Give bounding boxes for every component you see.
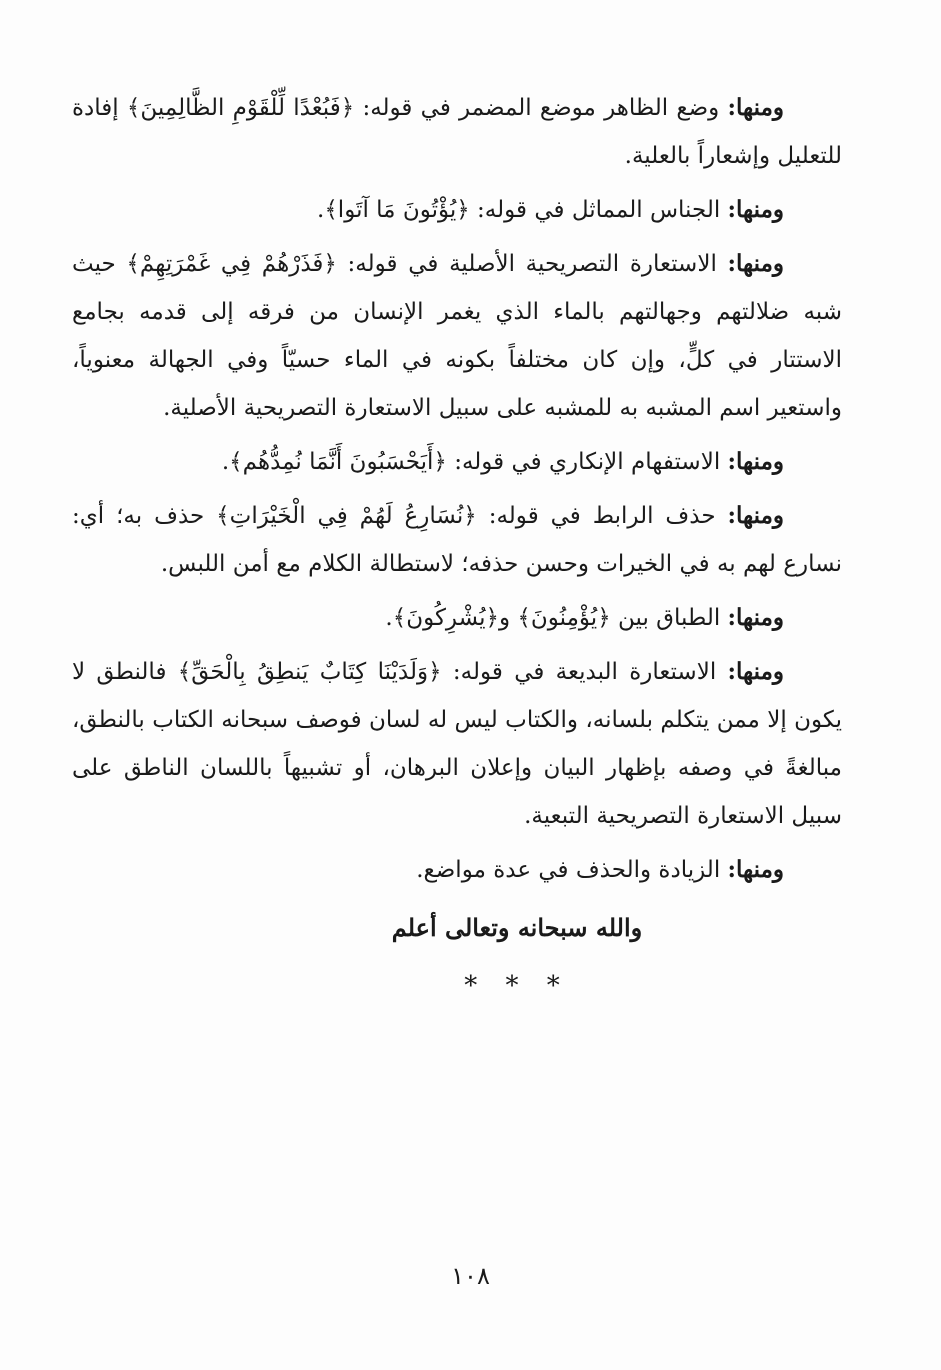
paragraph-text: الاستفهام الإنكاري في قوله: ﴿أَيَحْسَبُونَ أَنَّمَا نُمِدُّهُم﴾. [221,449,728,475]
paragraph-lead: ومنها: [727,502,784,529]
paragraph-lead: ومنها: [727,604,784,631]
paragraph [72,240,842,432]
paragraph-text: الاستعارة التصريحية الأصلية في قوله: ﴿فَذَرْهُمْ فِي غَمْرَتِهِمْ﴾ حيث شبه ضلالتهم وجهالتهم بالماء الذي يغمر الإنسان من فرقه إلى قدمه بجامع الاستتار في كلٍّ، وإن كان مختلفاً بكونه في الماء حسيّاً وفي الجهالة معنوياً، واستعير اسم المشبه به للمشبه على سبيل الاستعارة التصريحية الأصلية. [72,251,842,421]
paragraph-text: وضع الظاهر موضع المضمر في قوله: ﴿فَبُعْدًا لِّلْقَوْمِ الظَّالِمِينَ﴾ إفادة للتعليل وإشعاراً بالعلية. [72,95,842,169]
paragraph-text: الجناس المماثل في قوله: ﴿يُؤْتُونَ مَا آتَوا﴾. [317,197,728,223]
paragraph [72,186,842,234]
paragraph-text: الزيادة والحذف في عدة مواضع. [416,857,728,883]
paragraph [72,438,842,486]
paragraph-lead: ومنها: [727,658,784,685]
closing-line: والله سبحانه وتعالى أعلم [391,913,643,942]
page-number: ١٠٨ [451,1262,490,1290]
paragraph-text: الاستعارة البديعة في قوله: ﴿وَلَدَيْنَا كِتَابٌ يَنطِقُ بِالْحَقِّ﴾ فالنطق لا يكون إلا ممن يتكلم بلسانه، والكتاب ليس له لسان فوصف سبحانه الكتاب بالنطق، مبالغةً في وصفه بإظهار البيان وإعلان البرهان، أو تشبيهاً باللسان الناطق على سبيل الاستعارة التصريحية التبعية. [72,659,842,829]
section-divider: * * * [464,971,570,1001]
paragraph-text: حذف الرابط في قوله: ﴿نُسَارِعُ لَهُمْ فِي الْخَيْرَاتِ﴾ حذف به؛ أي: نسارع لهم به في الخيرات وحسن حذفه؛ لاستطالة الكلام مع أمن اللبس. [72,503,842,577]
paragraph-lead: ومنها: [727,196,784,223]
paragraph-lead: ومنها: [727,856,784,883]
paragraph [72,84,842,180]
paragraph-lead: ومنها: [727,94,784,121]
paragraph-lead: ومنها: [727,250,784,277]
paragraph [72,846,842,894]
paragraph [72,492,842,588]
paragraph [72,648,842,840]
paragraph [72,594,842,642]
paragraph-lead: ومنها: [727,448,784,475]
paragraph-text: الطباق بين ﴿يُؤْمِنُونَ﴾ و﴿يُشْرِكُونَ﴾. [385,605,728,631]
page-body [72,84,842,1010]
